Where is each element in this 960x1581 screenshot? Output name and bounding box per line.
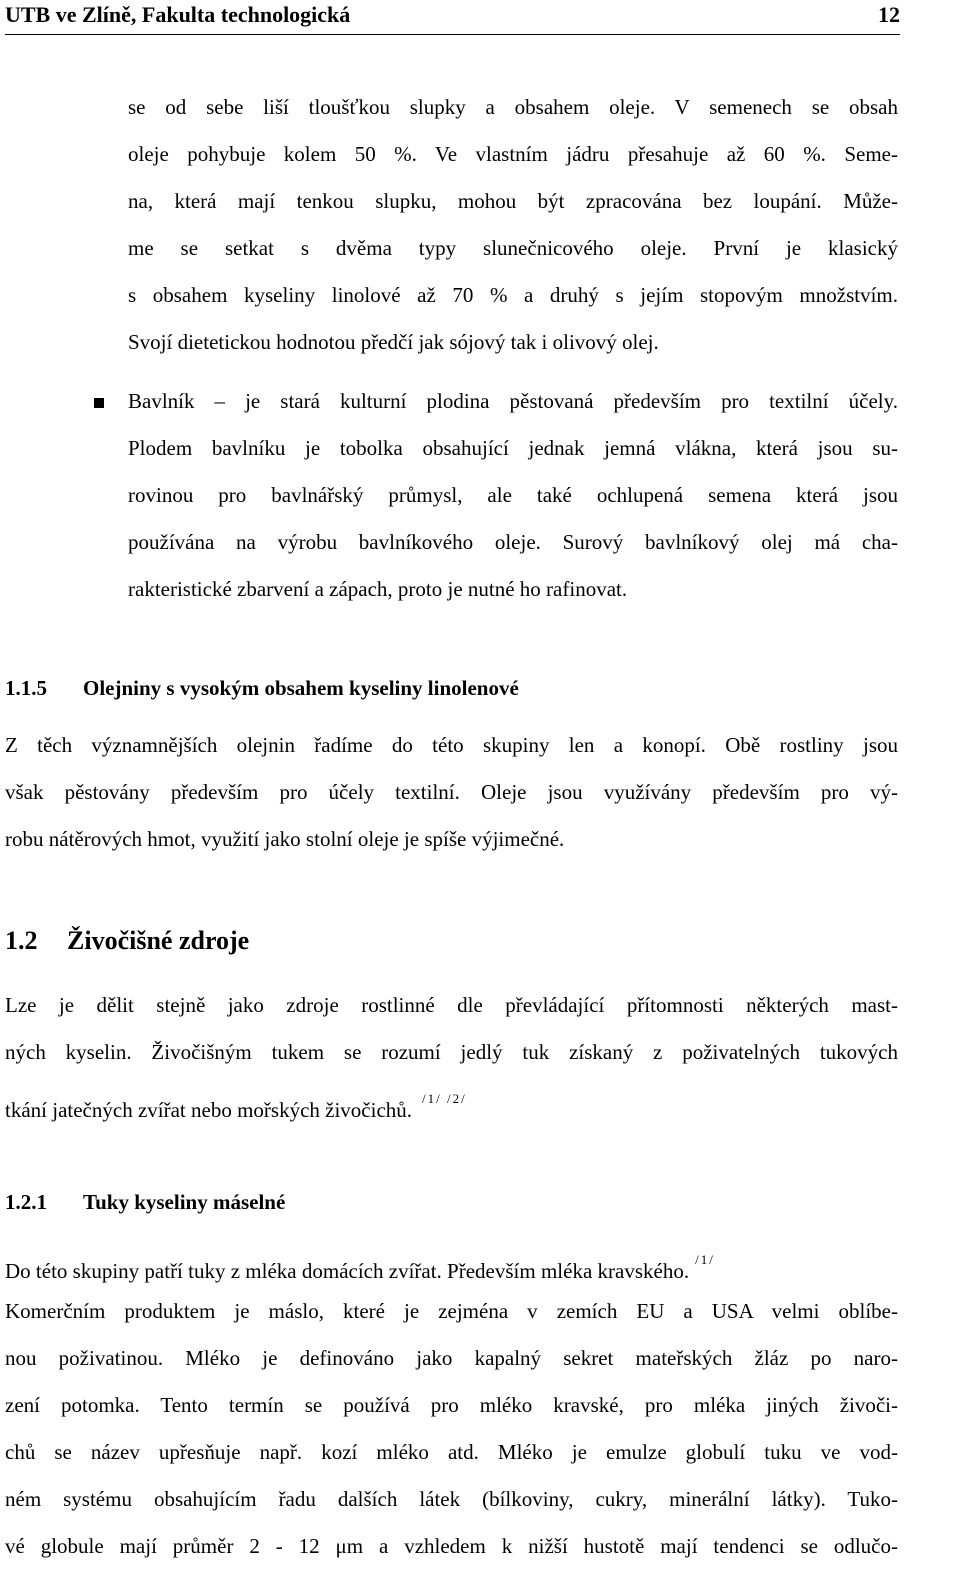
text-line: zení potomka. Tento termín se používá pro mléko kravské, pro mléka jiných živoči- (5, 1393, 898, 1417)
page-number: 12 (878, 2, 900, 27)
text-line: ných kyselin. Živočišným tukem se rozumí jedlý tuk získaný z poživatelných tukových (5, 1040, 898, 1064)
text-line (5, 1252, 898, 1299)
text-line: používána na výrobu bavlníkového oleje. Surový bavlníkový olej má cha- (128, 530, 898, 554)
reference-marker: /1/ /2/ (422, 1091, 467, 1106)
section-heading-1-1-5 (5, 676, 519, 701)
text-line: vé globule mají průměr 2 - 12 μm a vzhledem k nižší hustotě mají tendenci se odlučo- (5, 1534, 898, 1558)
text-line: Bavlník – je stará kulturní plodina pěstovaná především pro textilní účely. (128, 389, 898, 413)
text-line: rakteristické zbarvení a zápach, proto je nutné ho rafinovat. (128, 577, 628, 601)
text-content: Do této skupiny patří tuky z mléka domácích zvířat. Především mléka kravského. (5, 1259, 690, 1283)
paragraph-linolenic (5, 733, 898, 874)
paragraph-sunflower (128, 95, 898, 377)
reference-marker: /1/ (695, 1252, 715, 1267)
text-line: robu nátěrových hmot, využití jako stolní oleje je spíše výjimečné. (5, 827, 565, 851)
text-content: tkání jatečných zvířat nebo mořských živočichů. (5, 1098, 413, 1122)
heading-number: 1.2 (5, 926, 38, 955)
text-line: na, která mají tenkou slupku, mohou být zpracována bez loupání. Může- (128, 189, 898, 213)
text-line: rovinou pro bavlnářský průmysl, ale také ochlupená semena která jsou (128, 483, 898, 507)
header-title: UTB ve Zlíně, Fakulta technologická (5, 2, 351, 27)
heading-title: Živočišné zdroje (67, 926, 250, 955)
heading-number: 1.1.5 (5, 676, 47, 700)
paragraph-cotton (128, 389, 898, 624)
text-line: me se setkat s dvěma typy slunečnicového oleje. První je klasický (128, 236, 898, 260)
section-heading-1-2 (5, 926, 249, 956)
heading-number: 1.2.1 (5, 1190, 47, 1214)
text-line: Plodem bavlníku je tobolka obsahující jednak jemná vlákna, která jsou su- (128, 436, 898, 460)
text-line: se od sebe liší tloušťkou slupky a obsahem oleje. V semenech se obsah (128, 95, 898, 119)
text-line: s obsahem kyseliny linolové až 70 % a druhý s jejím stopovým množstvím. (128, 283, 898, 307)
heading-title: Tuky kyseliny máselné (83, 1190, 286, 1214)
section-heading-1-2-1 (5, 1190, 285, 1215)
heading-title: Olejniny s vysokým obsahem kyseliny linolenové (83, 676, 519, 700)
text-line: ném systému obsahujícím řadu dalších látek (bílkoviny, cukry, minerální látky). Tuko- (5, 1487, 898, 1511)
text-line: oleje pohybuje kolem 50 %. Ve vlastním jádru přesahuje až 60 %. Seme- (128, 142, 898, 166)
paragraph-butyric-fats (5, 1252, 898, 1581)
paragraph-animal-sources (5, 993, 898, 1138)
text-line: nou poživatinou. Mléko je definováno jako kapalný sekret mateřských žláz po naro- (5, 1346, 898, 1370)
bullet-square-icon (94, 398, 104, 408)
page-header (5, 0, 900, 35)
text-line: Z těch významnějších olejnin řadíme do této skupiny len a konopí. Obě rostliny jsou (5, 733, 898, 757)
text-line: Komerčním produktem je máslo, které je zejména v zemích EU a USA velmi oblíbe- (5, 1299, 898, 1323)
text-line (5, 1091, 898, 1138)
text-line: však pěstovány především pro účely textilní. Oleje jsou využívány především pro vý- (5, 780, 898, 804)
text-line: Lze je dělit stejně jako zdroje rostlinné dle převládající přítomnosti některých mast- (5, 993, 898, 1017)
text-line: chů se název upřesňuje např. kozí mléko atd. Mléko je emulze globulí tuku ve vod- (5, 1440, 898, 1464)
text-line: Svojí dietetickou hodnotou předčí jak sójový tak i olivový olej. (128, 330, 659, 354)
